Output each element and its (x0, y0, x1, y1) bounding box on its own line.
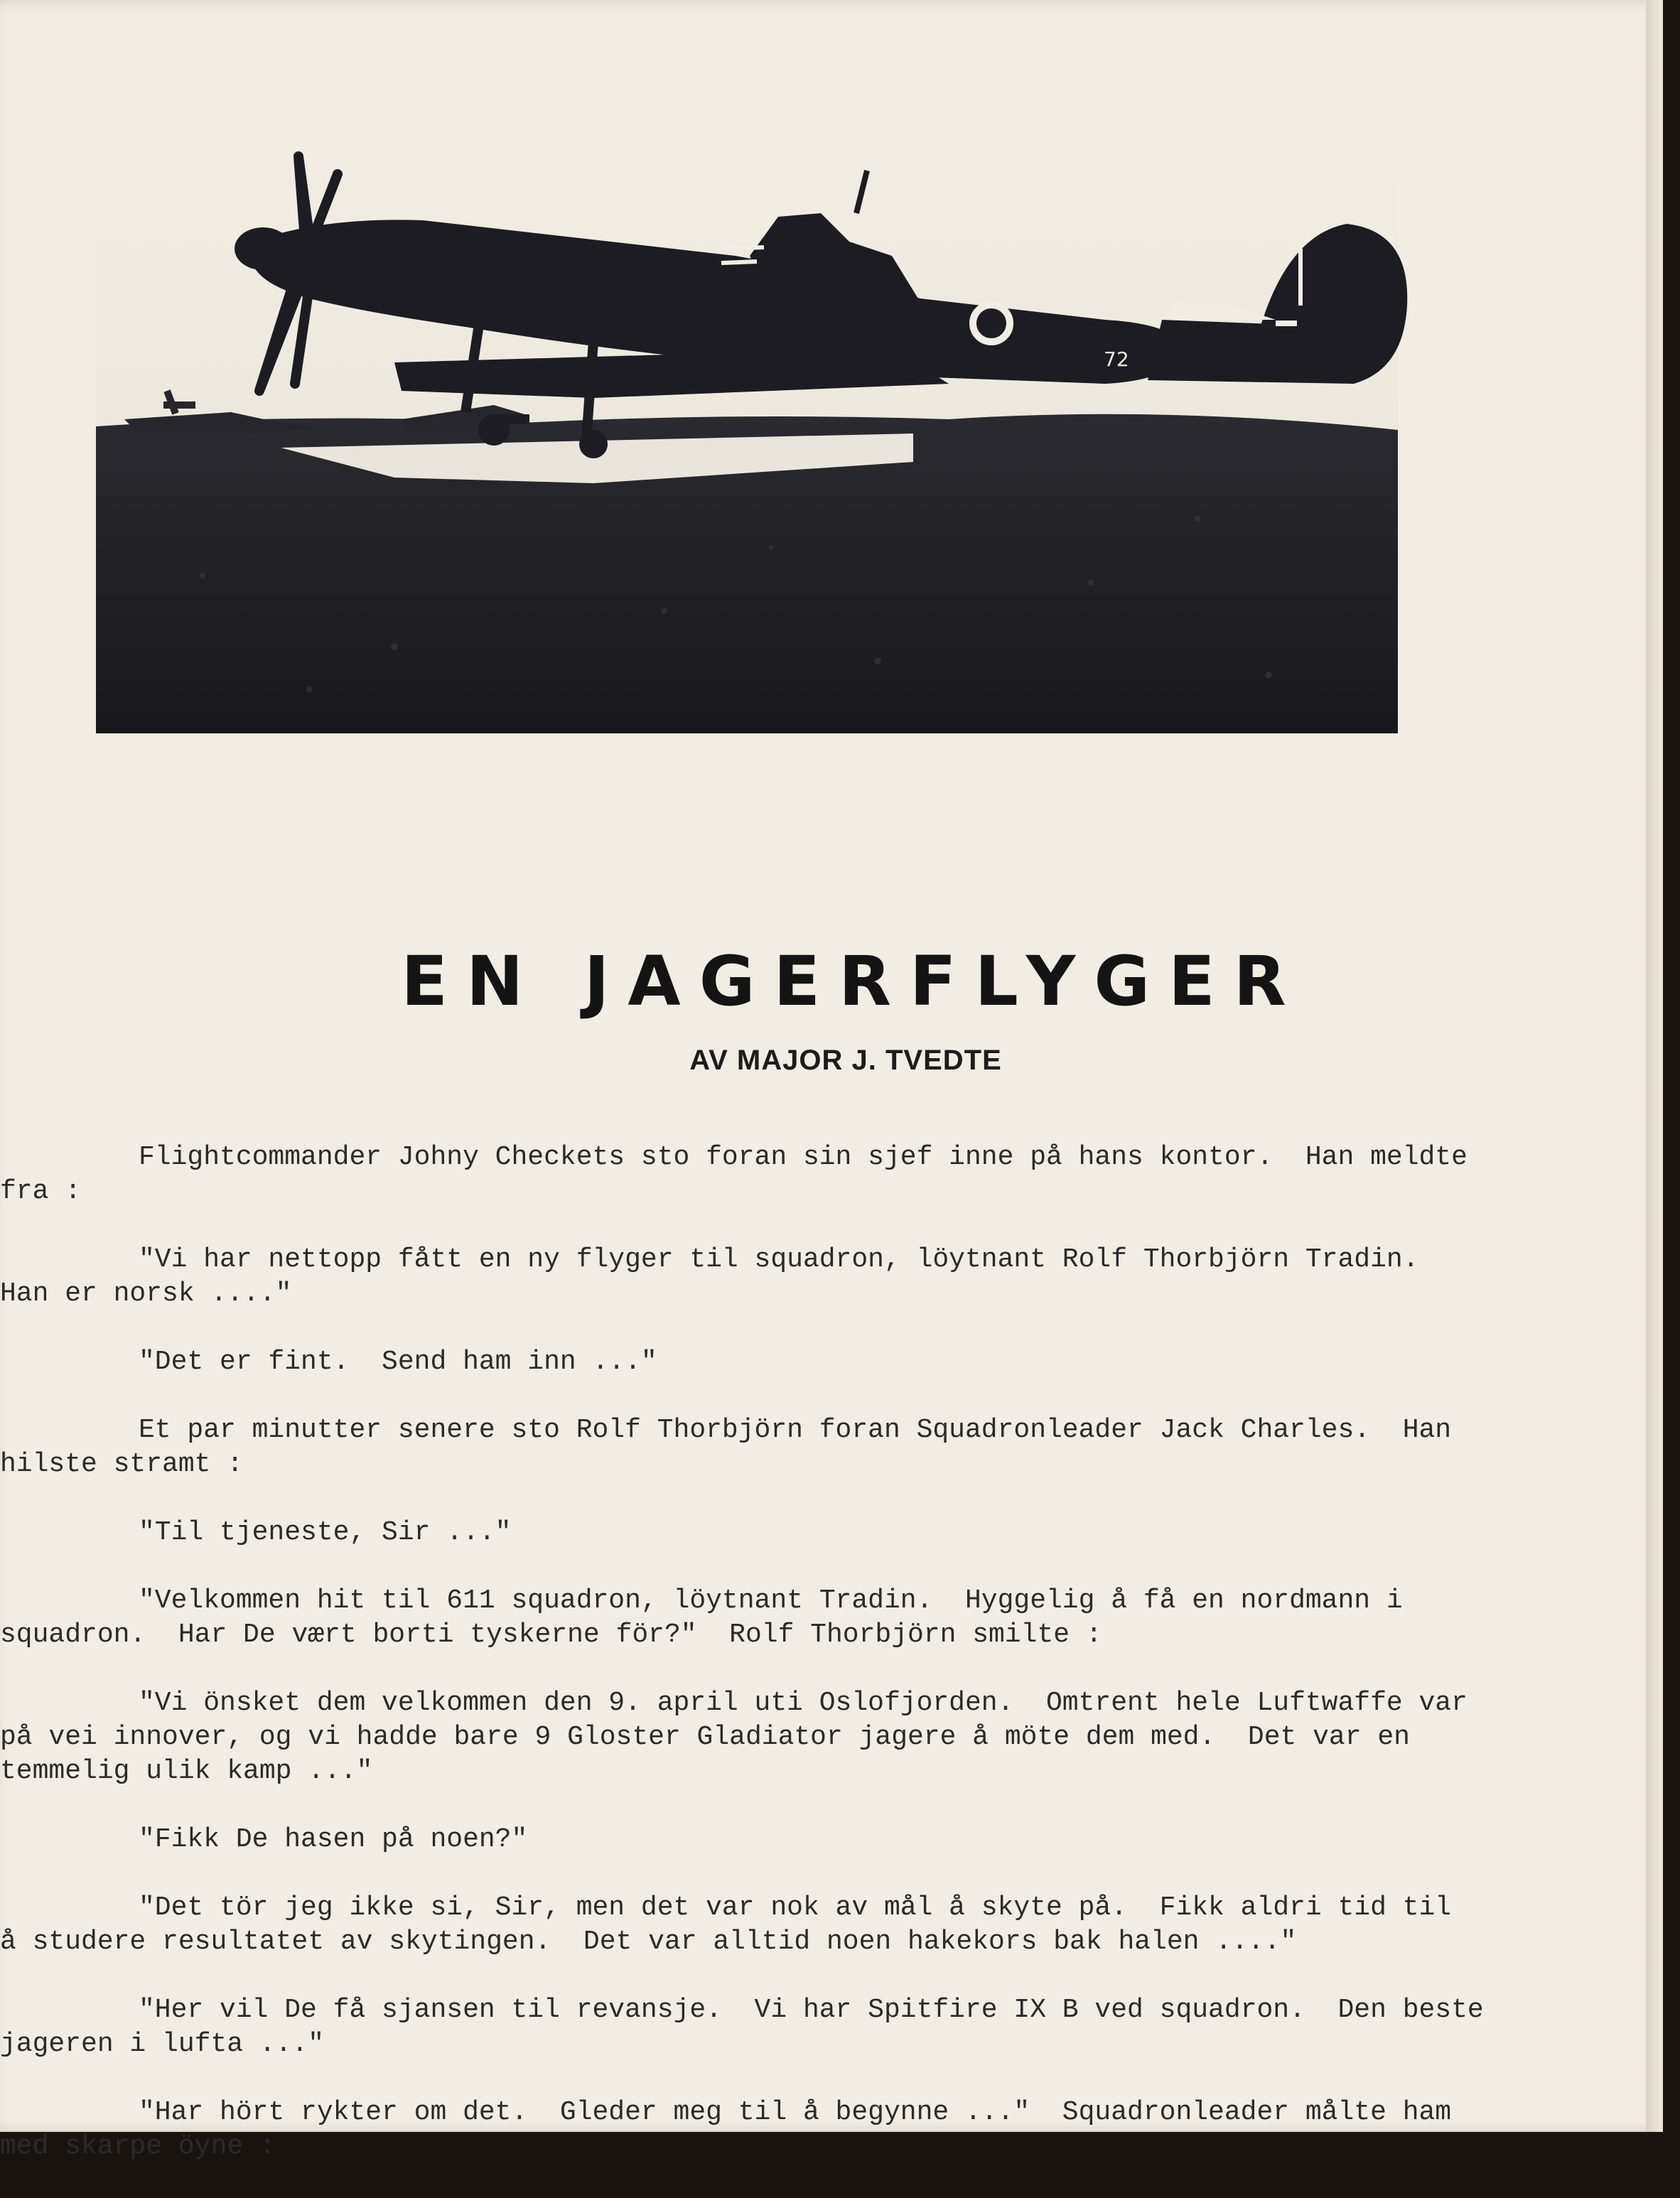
paragraph-line: "Fikk De hasen på noen?" (139, 1824, 528, 1855)
paragraph-line: å studere resultatet av skytingen. Det var alltid noen hakekors bak halen ...." (0, 1927, 1297, 1957)
aircraft-marking: 72 (1104, 348, 1129, 371)
paragraph-line: temmelig ulik kamp ..." (0, 1756, 373, 1787)
paragraph-line: på vei innover, og vi hadde bare 9 Gloster Gladiator jagere å möte dem med. Det var en (0, 1722, 1410, 1752)
article-body (0, 1141, 1535, 2198)
paragraph-line: Flightcommander Johny Checkets sto foran sin sjef inne på hans kontor. Han meldte (139, 1142, 1468, 1173)
paragraph (0, 1584, 1535, 1652)
paragraph-line: Han er norsk ...." (0, 1278, 292, 1309)
paragraph-line: squadron. Har De vært borti tyskerne för?" Rolf Thorbjörn smilte : (0, 1620, 1102, 1650)
paragraph (0, 1413, 1535, 1482)
paragraph-line: "Det er fint. Send ham inn ..." (139, 1347, 657, 1377)
paragraph (0, 1686, 1535, 1789)
paragraph-line: jageren i lufta ..." (0, 2029, 325, 2059)
paragraph (0, 1891, 1535, 1959)
paragraph (0, 2096, 1535, 2164)
paragraph-line: "Til tjeneste, Sir ..." (139, 1517, 512, 1548)
spitfire-photo (96, 149, 1398, 733)
article-title: EN JAGERFLYGER (401, 942, 1305, 1021)
paragraph (0, 1243, 1535, 1311)
paragraph-line: "Velkommen hit til 611 squadron, löytnant Tradin. Hyggelig å få en nordmann i (139, 1585, 1403, 1616)
paragraph-line: "Har hört rykter om det. Gleder meg til å begynne ..." Squadronleader målte ham (139, 2097, 1452, 2128)
article-byline: AV MAJOR J. TVEDTE (689, 1045, 1002, 1076)
paragraph-line: med skarpe öyne : (0, 2131, 276, 2162)
paragraph (0, 1993, 1535, 2062)
spitfire-photo-svg (96, 149, 1398, 733)
paragraph (0, 1345, 1535, 1379)
paragraph-line: hilste stramt : (0, 1449, 244, 1480)
paragraph-line: "Vi har nettopp fått en ny flyger til squadron, löytnant Rolf Thorbjörn Tradin. (139, 1244, 1419, 1275)
paragraph-line: fra : (0, 1176, 82, 1207)
paragraph-line: Et par minutter senere sto Rolf Thorbjörn foran Squadronleader Jack Charles. Han (139, 1415, 1452, 1445)
paragraph-line: "Her vil De få sjansen til revansje. Vi har Spitfire IX B ved squadron. Den beste (139, 1995, 1484, 2025)
paragraph (0, 1516, 1535, 1550)
paragraph-line: "Det tör jeg ikke si, Sir, men det var nok av mål å skyte på. Fikk aldri tid til (139, 1892, 1452, 1923)
paragraph-line: "Vi önsket dem velkommen den 9. april uti Oslofjorden. Omtrent hele Luftwaffe var (139, 1688, 1468, 1718)
paragraph (0, 1823, 1535, 1857)
paragraph (0, 1141, 1535, 1209)
